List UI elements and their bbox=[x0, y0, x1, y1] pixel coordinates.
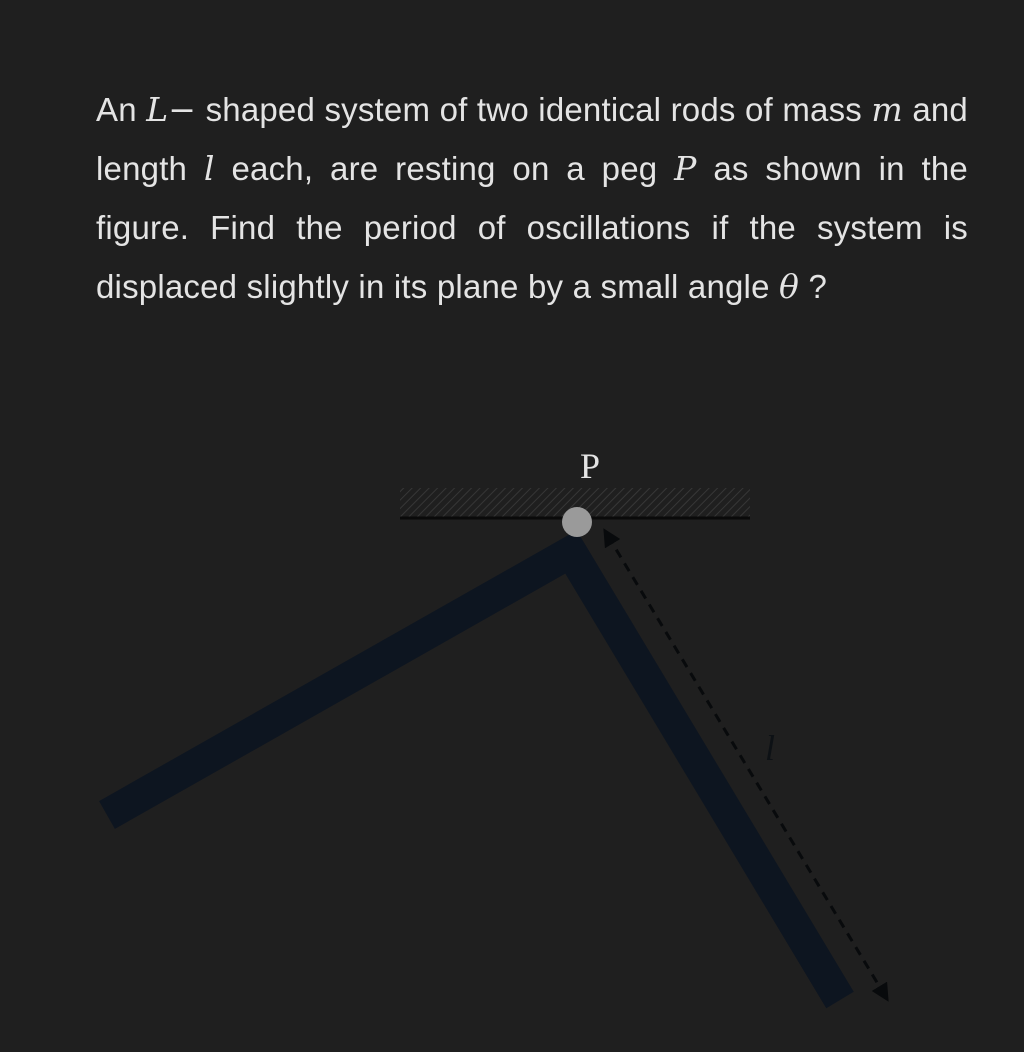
math-symbol: P bbox=[674, 149, 697, 188]
question-text-run: each, are resting on a peg bbox=[214, 150, 675, 187]
question-text-run: An bbox=[96, 91, 147, 128]
question-text-run: and length bbox=[96, 91, 968, 187]
math-symbol: m bbox=[871, 90, 903, 129]
question-text-run: shaped system of two identical rods of mass bbox=[196, 91, 872, 128]
peg bbox=[562, 507, 592, 537]
l-rod-diagram bbox=[0, 400, 1024, 1047]
math-symbol: l bbox=[203, 149, 215, 188]
peg-label: P bbox=[579, 446, 601, 486]
length-label: l bbox=[764, 728, 776, 768]
length-dimension-arrow bbox=[608, 536, 884, 994]
question-text-run: ? bbox=[799, 268, 827, 305]
l-shaped-rods bbox=[107, 552, 840, 1000]
math-symbol: L− bbox=[146, 90, 197, 129]
figure bbox=[0, 400, 1024, 1047]
question-paragraph bbox=[96, 80, 968, 316]
question-text-run: as shown in the figure. Find the period of oscillations if the system is displaced slightly in its plane by a small angle bbox=[96, 150, 968, 305]
question-text bbox=[96, 80, 968, 316]
math-symbol: θ bbox=[779, 267, 800, 306]
